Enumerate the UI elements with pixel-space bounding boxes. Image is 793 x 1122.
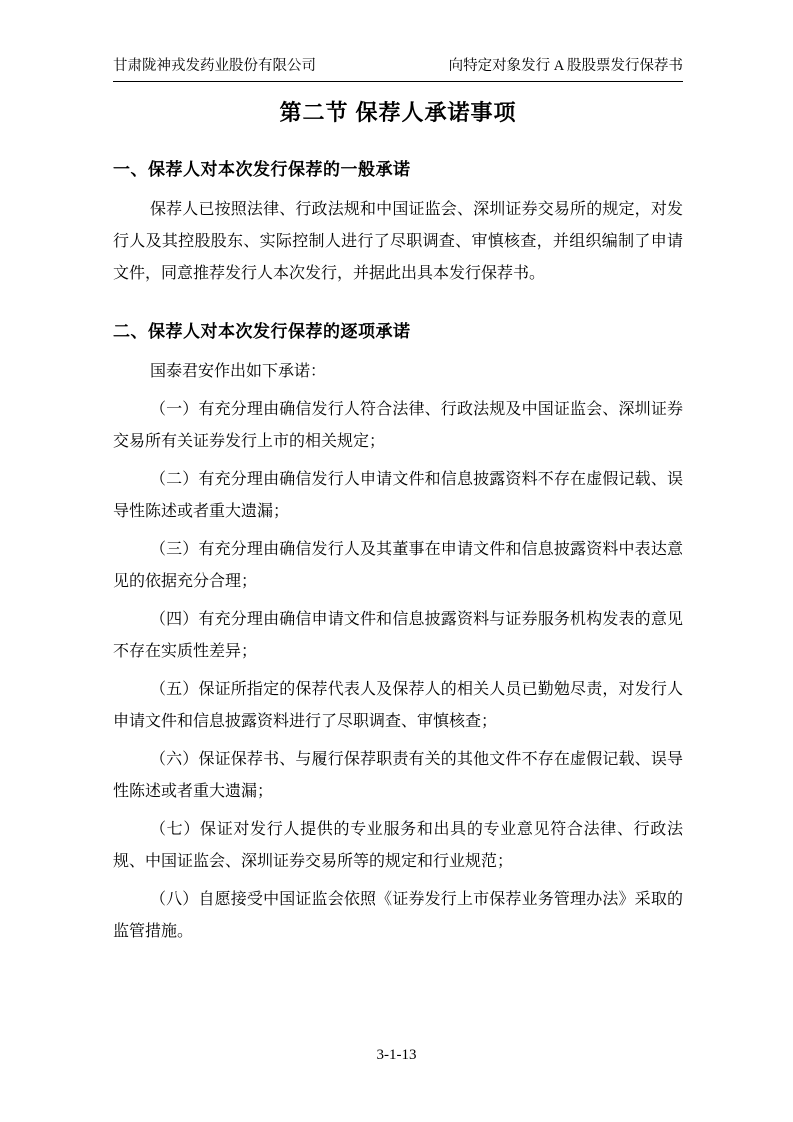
page-number: 3-1-13 [376, 1047, 417, 1063]
promise-item-1: （一）有充分理由确信发行人符合法律、行政法规及中国证监会、深圳证券交易所有关证券发行上市的相关规定； [113, 401, 683, 450]
promise-item-6: （六）保证保荐书、与履行保荐职责有关的其他文件不存在虚假记载、误导性陈述或者重大遗漏； [113, 751, 683, 800]
section-1-paragraph: 保荐人已按照法律、行政法规和中国证监会、深圳证券交易所的规定，对发行人及其控股股东、实际控制人进行了尽职调查、审慎核查，并组织编制了申请文件，同意推荐发行人本次发行，并据此出具本发行保荐书。 [113, 201, 683, 282]
section-2-heading: 二、保荐人对本次发行保荐的逐项承诺 [113, 322, 411, 341]
header-company-name: 甘肃陇神戎发药业股份有限公司 [113, 58, 316, 74]
promise-item-3: （三）有充分理由确信发行人及其董事在申请文件和信息披露资料中表达意见的依据充分合理； [113, 541, 683, 590]
promise-item-7: （七）保证对发行人提供的专业服务和出具的专业意见符合法律、行政法规、中国证监会、深圳证券交易所等的规定和行业规范； [113, 821, 683, 870]
section-1-heading: 一、保荐人对本次发行保荐的一般承诺 [113, 160, 411, 179]
promise-item-8: （八）自愿接受中国证监会依照《证券发行上市保荐业务管理办法》采取的监管措施。 [113, 891, 683, 940]
section-2-intro: 国泰君安作出如下承诺： [150, 363, 327, 380]
page-title: 第二节 保荐人承诺事项 [279, 100, 517, 125]
promise-item-5: （五）保证所指定的保荐代表人及保荐人的相关人员已勤勉尽责，对发行人申请文件和信息披露资料进行了尽职调查、审慎核查； [113, 681, 683, 730]
header-doc-type: 向特定对象发行 A 股股票发行保荐书 [448, 58, 683, 74]
page-footer [0, 1047, 793, 1064]
page-header [113, 56, 683, 82]
promise-item-2: （二）有充分理由确信发行人申请文件和信息披露资料不存在虚假记载、误导性陈述或者重大遗漏； [113, 471, 683, 520]
promise-item-4: （四）有充分理由确信申请文件和信息披露资料与证券服务机构发表的意见不存在实质性差异； [113, 611, 683, 660]
